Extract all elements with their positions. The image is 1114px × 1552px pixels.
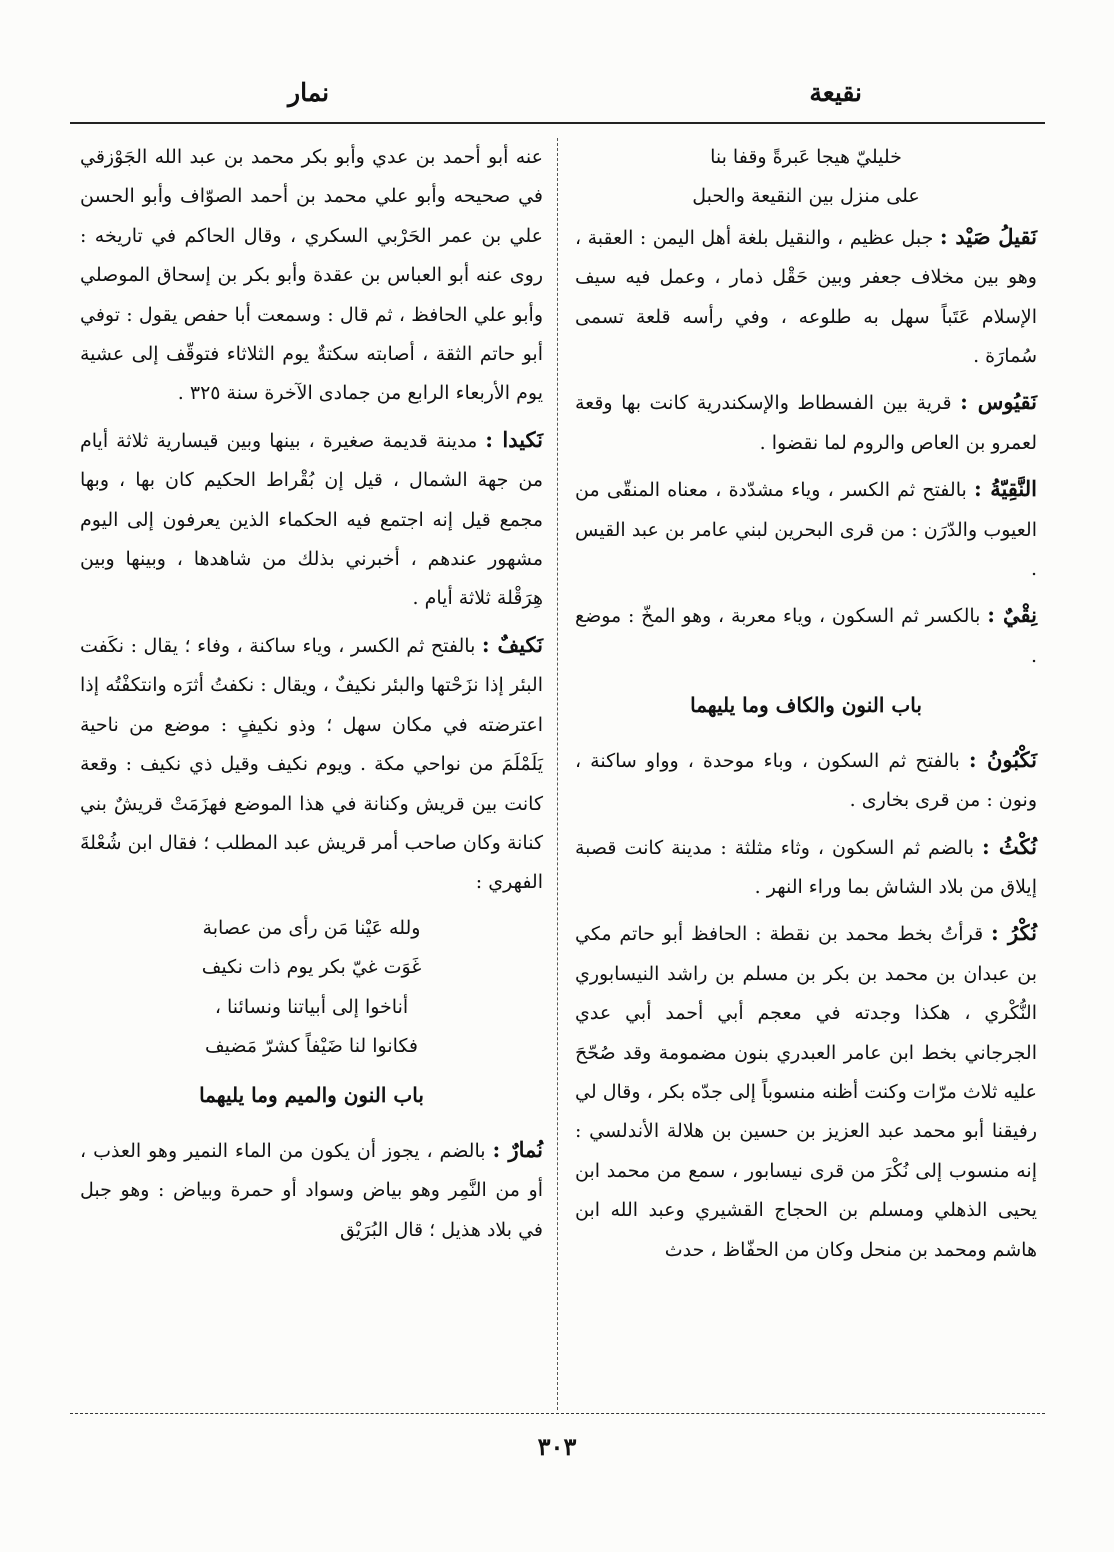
headword: نَقيُوس : (960, 389, 1037, 415)
continuation-text: عنه أبو أحمد بن عدي وأبو بكر محمد بن عبد الله الجَوْزقي في صحيحه وأبو علي محمد بن أحمد الصوّاف وأبو الحسن علي بن عمر الحَرْبي السكري ، وقال الحاكم في تاريخه : روى عنه أبو العباس بن عقدة وأبو بكر بن إسحاق الموصلي وأبو علي الحافظ ، ثم قال : وسمعت أبا حفص يقول : توفي أبو حاتم الثقة ، أصابته سكتةٌ يوم الثلاثاء فتوقّف إلى عشية يوم الأربعاء الرابع من جمادى الآخرة سنة ٣٢٥ . (80, 146, 543, 405)
entry (80, 420, 543, 619)
entry (80, 625, 543, 903)
headword: نُمارٌ : (492, 1136, 543, 1162)
running-head-right: نقيعة (809, 78, 862, 107)
headword: نَكيدا : (485, 426, 544, 452)
left-column (80, 138, 543, 1256)
entry (575, 382, 1037, 463)
entry (575, 217, 1037, 377)
entry-text: بالفتح ثم الكسر ، وياء ساكنة ، وفاء ؛ يقال : نكَفت البئر إذا نزَحْتها والبئر نكيفٌ ، ويقال : نكفتُ أثرَه وانتكفْتُه إذا اعترضته في مكان سهل ؛ وذو نكيفٍ : موضع من ناحية يَلَمْلَمَ من نواحي مكة . ويوم نكيف وقيل ذي نكيف : وقعة كانت بين قريش وكنانة في هذا الموضع فهزَمَتْ قريشٌ بني كنانة وكان صاحب أمر قريش عبد المطلب ؛ فقال ابن شُعْلةَ الفهري : (80, 634, 543, 894)
verse-line: فكانوا لنا ضَيْفاً كشرّ مَضيف (204, 1034, 419, 1057)
section-heading: باب النون والميم وما يليهما (199, 1083, 424, 1108)
verse-block (575, 138, 1037, 217)
footer-rule (70, 1413, 1045, 1414)
verse-line: غَوَت غيّ بكر يوم ذات نكيف (201, 956, 422, 979)
right-column (575, 138, 1037, 1276)
headword: نِقْيٌ : (987, 602, 1037, 628)
entry (575, 913, 1037, 1270)
entry (575, 595, 1037, 676)
header-rule (70, 122, 1045, 124)
entry-text: بالضم ، يجوز أن يكون من الماء النمير وهو العذب ، أو من النَّمِر وهو بياض وسواد أو حمرة وبياض : وهو جبل في بلاد هذيل ؛ قال البُرَيْق (80, 1139, 543, 1241)
entry (575, 469, 1037, 589)
headword: نَكيفٌ : (481, 631, 543, 657)
verse-block (80, 909, 543, 1067)
entry (80, 1130, 543, 1250)
page-number: ٣٠٣ (537, 1432, 577, 1461)
entry-text: جبل عظيم ، والنقيل بلغة أهل اليمن : العقبة ، وهو بين مخلاف جعفر وبين حَقْل ذمار ، وعمل فيه سيف الإسلام عَتَباً سهل به طلوعه ، وفي رأسه قلعة تسمى سُمارَة . (575, 226, 1037, 368)
entry-text: بالكسر ثم السكون ، وياء معربة ، وهو المخّ : موضع . (575, 605, 1037, 667)
verse-line: على منزل بين النقيعة والحبل (692, 185, 920, 208)
entry-text: قرأتُ بخط محمد بن نقطة : الحافظ أبو حاتم مكي بن عبدان بن محمد بن بكر بن مسلم بن راشد النيسابوري النُّكْري ، هكذا وجدته في معجم أبي أحمد أبي عدي الجرجاني بخط ابن عامر العبدري بنون مضمومة وقد صُحّحَ عليه ثلاث مرّات وكنت أظنه منسوباً إلى جدّه بكر ، وقال لي رفيقنا أبو محمد عبد العزيز بن حسين بن هلالة الأندلسي : إنه منسوب إلى نُكْرَ من قرى نيسابور ، سمع من محمد ابن يحيى الذهلي ومسلم بن الحجاج القشيري وعبد الله ابن هاشم ومحمد بن منحل وكان من الحفّاظ ، حدث (575, 923, 1037, 1261)
verse-line: خليليّ هيجا عَبرةً وقفا بنا (710, 146, 902, 168)
verse-line: أناخوا إلى أبياتنا ونسائنا ، (214, 995, 409, 1018)
section-heading: باب النون والكاف وما يليهما (690, 693, 922, 718)
headword: نُكْثُ : (981, 833, 1037, 859)
entry-text: مدينة قديمة صغيرة ، بينها وبين قيسارية ثلاثة أيام من جهة الشمال ، قيل إن بُقْراط الحكيم كان بها ، وبها مجمع قيل إنه اجتمع فيه الحكماء الذين يعرفون إلى اليوم مشهور عندهم ، أخبرني بذلك من شاهدها ، وبينها وبين هِرَقْلة ثلاثة أيام . (80, 429, 543, 610)
entry-text: بالفتح ثم الكسر ، وياء مشدّدة ، معناه المنقّى من العيوب والدّرَن : من قرى البحرين لبني عامر بن عبد القيس . (575, 479, 1037, 581)
entry-text: بالفتح ثم السكون ، وباء موحدة ، وواو ساكنة ، ونون : من قرى بخارى . (575, 749, 1037, 812)
verse-line: ولله عَيْنا مَن رأى من عصابة (202, 916, 421, 939)
entry-text: قرية بين الفسطاط والإسكندرية كانت بها وقعة لعمرو بن العاص والروم لما نقضوا . (575, 392, 1037, 454)
headword: نَكْبُونُ : (968, 746, 1037, 772)
page-header (0, 72, 1114, 112)
headword: نَقيلُ صَيْد : (939, 223, 1037, 249)
running-head-left: نمار (288, 78, 330, 107)
column-divider (557, 138, 558, 1410)
headword: نُكْرُ : (991, 920, 1037, 946)
entry (575, 740, 1037, 821)
entry (575, 827, 1037, 908)
entry-text: بالضم ثم السكون ، وثاء مثلثة : مدينة كانت قصبة إيلاق من بلاد الشاش بما وراء النهر . (575, 836, 1037, 898)
headword: النَّقِيّةُ : (973, 476, 1037, 502)
